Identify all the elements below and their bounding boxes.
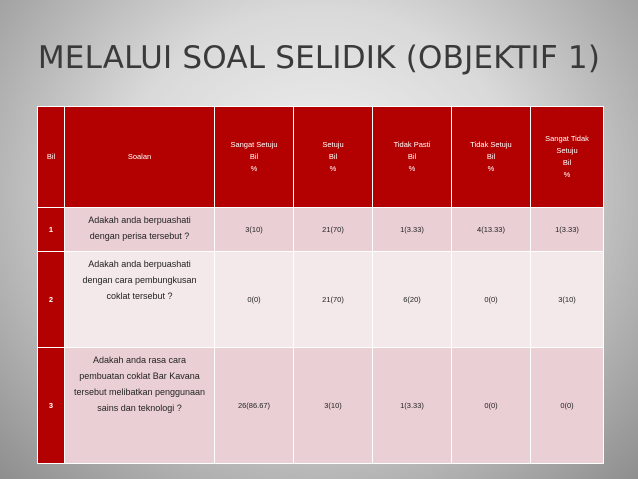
- header-bil: Bil: [38, 107, 65, 208]
- value-tidak-pasti: 6(20): [373, 252, 452, 348]
- value-setuju: 21(70): [294, 252, 373, 348]
- value-sangat-setuju: 0(0): [215, 252, 294, 348]
- value-sangat-tidak-setuju: 0(0): [531, 348, 604, 464]
- header-setuju: Setuju Bil %: [294, 107, 373, 208]
- survey-table: [37, 106, 604, 464]
- value-tidak-setuju: 0(0): [452, 252, 531, 348]
- header-sangat-setuju: Sangat Setuju Bil %: [215, 107, 294, 208]
- value-setuju: 21(70): [294, 208, 373, 252]
- table-row: [38, 252, 604, 348]
- table-row: [38, 348, 604, 464]
- value-tidak-pasti: 1(3.33): [373, 208, 452, 252]
- value-sangat-setuju: 26(86.67): [215, 348, 294, 464]
- value-tidak-pasti: 1(3.33): [373, 348, 452, 464]
- question-cell: Adakah anda berpuashati dengan perisa tersebut ?: [65, 208, 215, 252]
- value-sangat-tidak-setuju: 1(3.33): [531, 208, 604, 252]
- header-soalan: Soalan: [65, 107, 215, 208]
- value-tidak-setuju: 0(0): [452, 348, 531, 464]
- row-number: 3: [38, 348, 65, 464]
- slide-title: MELALUI SOAL SELIDIK (OBJEKTIF 1): [37, 40, 601, 76]
- question-cell: Adakah anda rasa cara pembuatan coklat Bar Kavana tersebut melibatkan penggunaan sains dan teknologi ?: [65, 348, 215, 464]
- question-cell: Adakah anda berpuashati dengan cara pembungkusan coklat tersebut ?: [65, 252, 215, 348]
- header-tidak-setuju: Tidak Setuju Bil %: [452, 107, 531, 208]
- header-sangat-tidak-setuju: Sangat Tidak Setuju Bil %: [531, 107, 604, 208]
- value-sangat-setuju: 3(10): [215, 208, 294, 252]
- value-tidak-setuju: 4(13.33): [452, 208, 531, 252]
- header-tidak-pasti: Tidak Pasti Bil %: [373, 107, 452, 208]
- table-row: [38, 208, 604, 252]
- table-header-row: [38, 107, 604, 208]
- row-number: 2: [38, 252, 65, 348]
- value-sangat-tidak-setuju: 3(10): [531, 252, 604, 348]
- value-setuju: 3(10): [294, 348, 373, 464]
- row-number: 1: [38, 208, 65, 252]
